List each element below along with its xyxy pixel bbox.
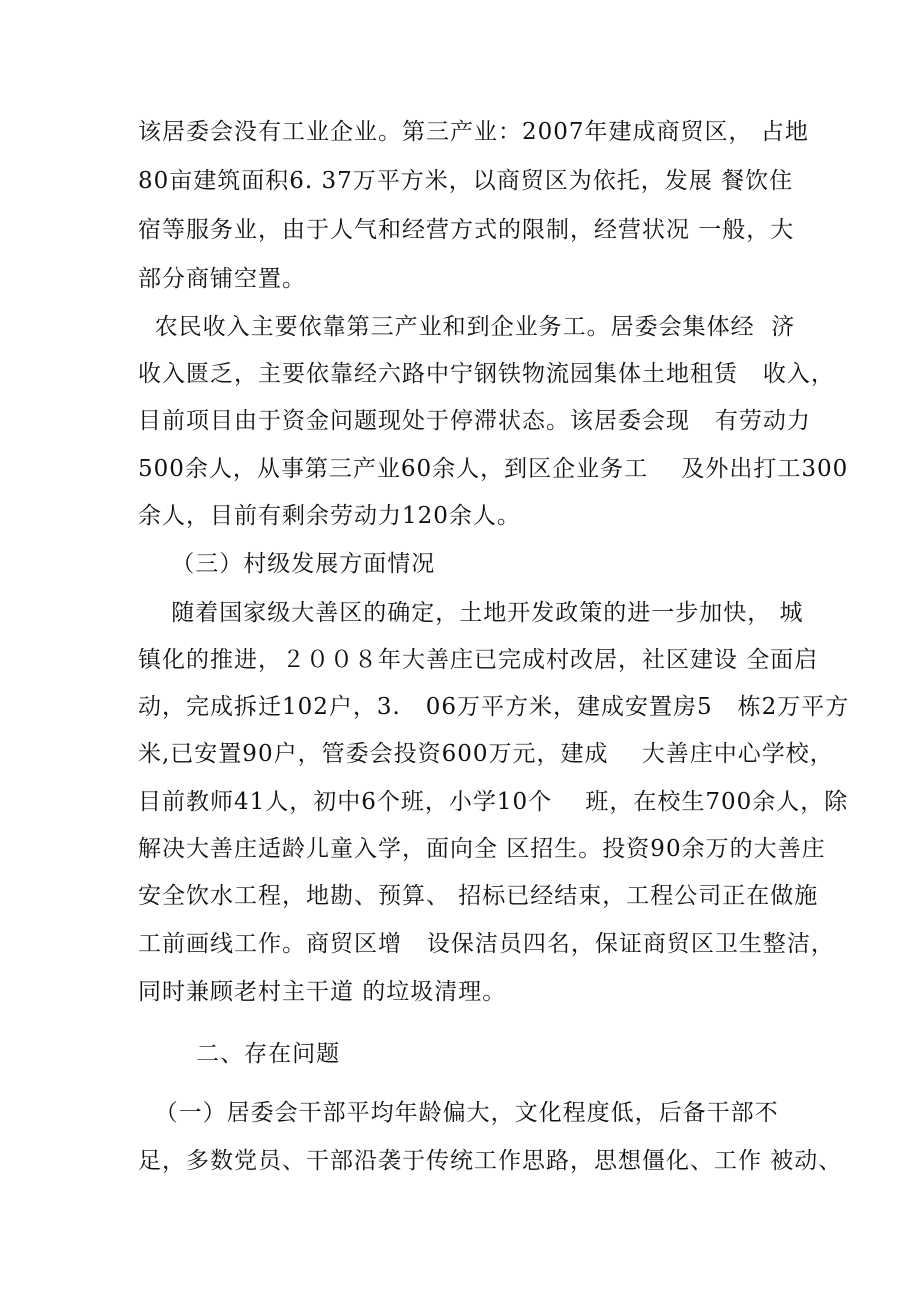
text-line: 米,已安置90户，管委会投资600万元，建成 大善庄中心学校， <box>138 741 834 767</box>
text-line: 收入匮乏，主要依靠经六路中宁钢铁物流园集体土地租赁 收入， <box>138 361 835 387</box>
text-line: 足，多数党员、干部沿袭于传统工作思路，思想僵化、工作 被动、 <box>138 1148 843 1174</box>
text-line: 随着国家级大善区的确定，土地开发政策的进一步加快， 城 <box>138 600 804 626</box>
text-line: 工前画线工作。商贸区增 设保洁员四名，保证商贸区卫生整洁， <box>138 931 835 957</box>
text-line: 余人，目前有剩余劳动力120余人。 <box>138 503 521 529</box>
text-line: 该居委会没有工业企业。第三产业：2007年建成商贸区， 占地 <box>138 119 809 145</box>
text-line: 动，完成拆迁102户，3. 06万平方米，建成安置房5 栋2万平方 <box>138 694 850 720</box>
text-line: 80亩建筑面积6. 37万平方米，以商贸区为依托，发展 餐饮住 <box>138 168 794 194</box>
text-line: 解决大善庄适龄儿童入学，面向全 区招生。投资90余万的大善庄 <box>138 836 826 862</box>
text-line: 500余人，从事第三产业60余人，到区企业务工 及外出打工300 <box>138 456 849 482</box>
text-line: 目前项目由于资金问题现处于停滞状态。该居委会现 有劳动力 <box>138 408 811 434</box>
text-line: 宿等服务业，由于人气和经营方式的限制，经营状况 一般，大 <box>138 217 795 243</box>
text-line: 农民收入主要依靠第三产业和到企业务工。居委会集体经 济 <box>138 314 796 340</box>
text-line: 目前教师41人，初中6个班，小学10个 班，在校生700余人，除 <box>138 789 849 815</box>
text-line: 同时兼顾老村主干道 的垃圾清理。 <box>138 979 507 1005</box>
text-line: （一）居委会干部平均年龄偏大，文化程度低，后备干部不 <box>138 1100 779 1126</box>
section-heading: （三）村级发展方面情况 <box>138 551 436 577</box>
text-line: 镇化的推进，２００８年大善庄已完成村改居，社区建设 全面启 <box>138 647 819 673</box>
section-heading: 二、存在问题 <box>138 1041 341 1067</box>
text-line: 安全饮水工程，地勘、预算、 招标已经结束，工程公司正在做施 <box>138 883 819 909</box>
text-line: 部分商铺空置。 <box>138 266 306 292</box>
